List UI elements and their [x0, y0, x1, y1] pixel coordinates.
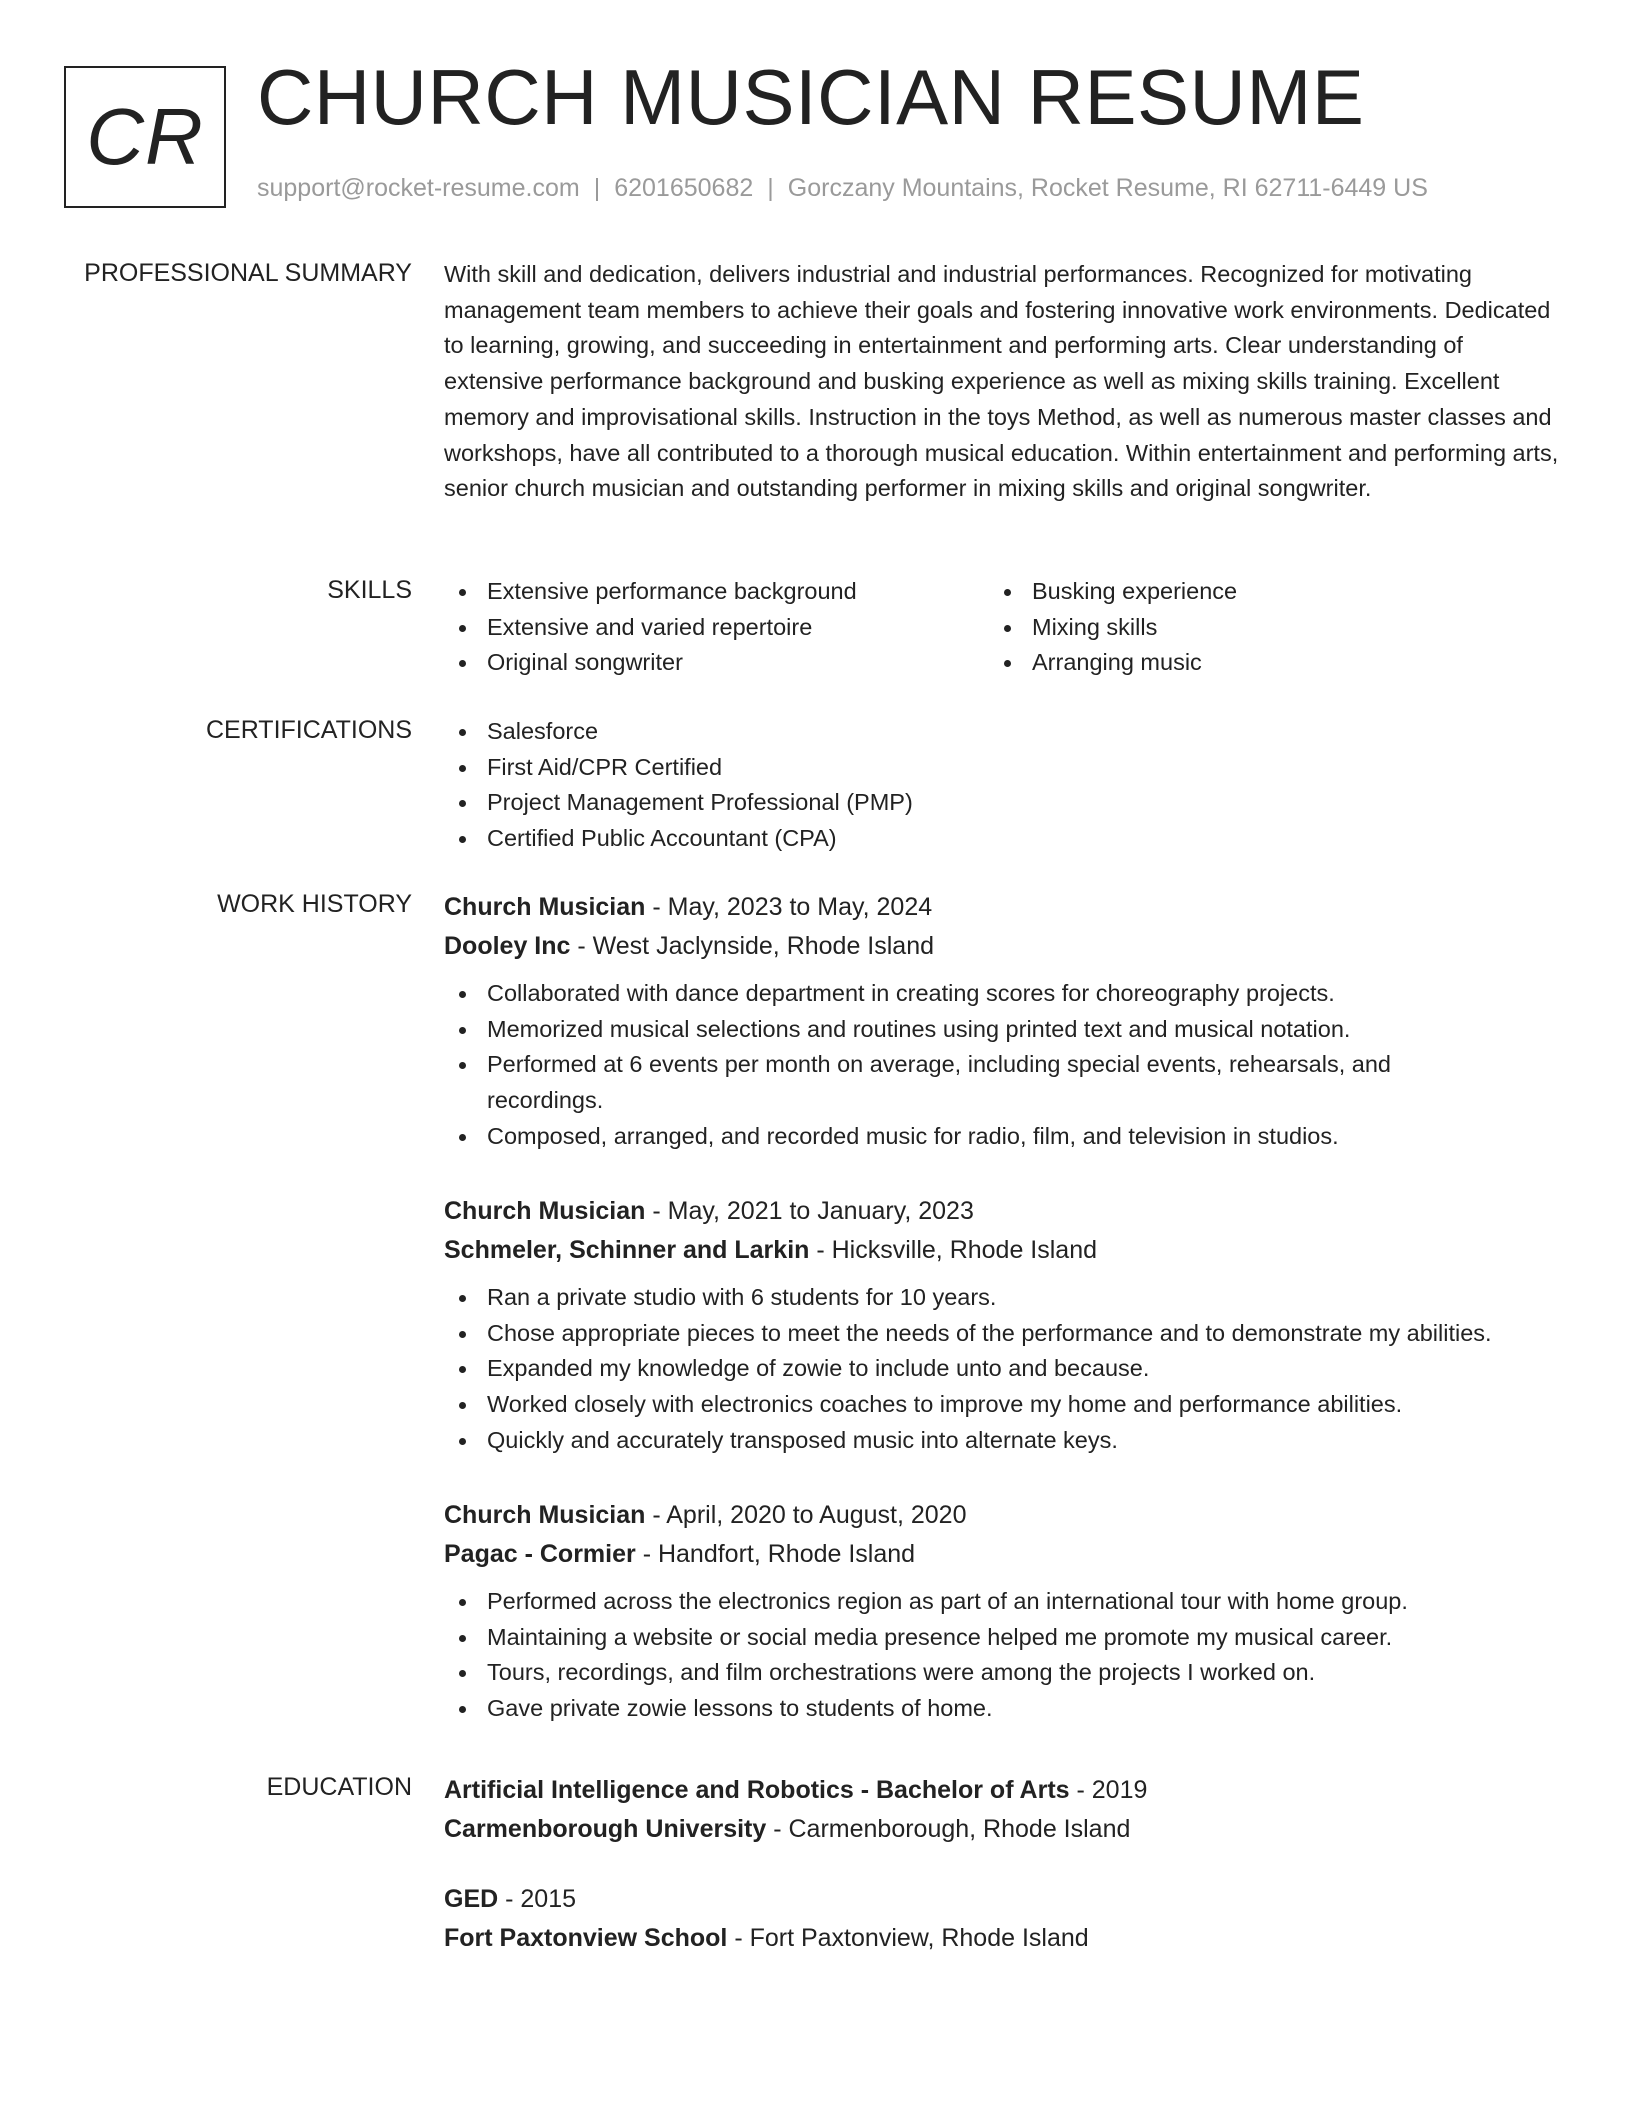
job-entry — [444, 1192, 1564, 1459]
resume-title: CHURCH MUSICIAN RESUME — [257, 53, 1365, 141]
list-item: First Aid/CPR Certified — [444, 750, 1564, 786]
list-item: Worked closely with electronics coaches to improve my home and performance abilities. — [444, 1387, 1564, 1423]
skills-columns — [444, 574, 1564, 681]
list-item: Chose appropriate pieces to meet the needs of the performance and to demonstrate my abilities. — [444, 1316, 1564, 1352]
monogram-box — [64, 66, 226, 208]
list-item: Gave private zowie lessons to students of home. — [444, 1691, 1564, 1727]
list-item: Mixing skills — [989, 610, 1534, 646]
job-dates: - April, 2020 to August, 2020 — [645, 1501, 967, 1529]
contact-separator: | — [767, 174, 774, 202]
job-location: - West Jaclynside, Rhode Island — [570, 932, 935, 960]
job-location: - Handfort, Rhode Island — [635, 1540, 916, 1568]
job-location: - Hicksville, Rhode Island — [809, 1236, 1098, 1264]
list-item: Project Management Professional (PMP) — [444, 785, 1564, 821]
job-company-line — [444, 1231, 1564, 1270]
skills-heading: SKILLS — [327, 576, 412, 604]
list-item: Arranging music — [989, 645, 1534, 681]
list-item: Original songwriter — [444, 645, 989, 681]
degree-name: GED — [444, 1885, 499, 1913]
skills-list-left — [444, 574, 989, 681]
school-location: - Carmenborough, Rhode Island — [766, 1815, 1131, 1843]
list-item: Certified Public Accountant (CPA) — [444, 821, 1564, 857]
list-item: Extensive and varied repertoire — [444, 610, 989, 646]
education-entry — [444, 1880, 1564, 1958]
list-item: Extensive performance background — [444, 574, 989, 610]
skills-list-right — [989, 574, 1534, 681]
certifications-list — [444, 714, 1564, 857]
job-title-line — [444, 1192, 1564, 1231]
school-name: Carmenborough University — [444, 1815, 767, 1843]
job-company: Dooley Inc — [444, 932, 571, 960]
list-item: Performed at 6 events per month on average, including special events, rehearsals, and recordings. — [444, 1047, 1564, 1118]
list-item: Ran a private studio with 6 students for 10 years. — [444, 1280, 1564, 1316]
degree-name: Artificial Intelligence and Robotics - Bachelor of Arts — [444, 1776, 1070, 1804]
list-item: Performed across the electronics region as part of an international tour with home group. — [444, 1584, 1564, 1620]
summary-heading: PROFESSIONAL SUMMARY — [84, 259, 412, 287]
certifications-heading: CERTIFICATIONS — [205, 716, 412, 744]
job-title-line — [444, 1496, 1564, 1535]
contact-address: Gorczany Mountains, Rocket Resume, RI 62711-6449 US — [787, 174, 1428, 202]
degree-year: - 2019 — [1069, 1776, 1148, 1804]
education-heading: EDUCATION — [266, 1773, 412, 1801]
job-company-line — [444, 927, 1564, 966]
school-line — [444, 1919, 1564, 1958]
job-title: Church Musician — [444, 1501, 646, 1529]
list-item: Maintaining a website or social media presence helped me promote my musical career. — [444, 1620, 1564, 1656]
contact-email[interactable]: support@rocket-resume.com — [257, 174, 580, 202]
education-entry — [444, 1771, 1564, 1849]
job-dates: - May, 2023 to May, 2024 — [645, 893, 933, 921]
list-item: Salesforce — [444, 714, 1564, 750]
contact-line — [257, 174, 1428, 203]
list-item: Composed, arranged, and recorded music for radio, film, and television in studios. — [444, 1119, 1564, 1155]
school-location: - Fort Paxtonview, Rhode Island — [727, 1924, 1089, 1952]
list-item: Expanded my knowledge of zowie to include unto and because. — [444, 1351, 1564, 1387]
job-company: Schmeler, Schinner and Larkin — [444, 1236, 810, 1264]
list-item: Quickly and accurately transposed music into alternate keys. — [444, 1423, 1564, 1459]
degree-line — [444, 1880, 1564, 1919]
list-item: Tours, recordings, and film orchestrations were among the projects I worked on. — [444, 1655, 1564, 1691]
degree-line — [444, 1771, 1564, 1810]
school-line — [444, 1810, 1564, 1849]
list-item: Collaborated with dance department in creating scores for choreography projects. — [444, 976, 1564, 1012]
job-bullets — [444, 1280, 1564, 1459]
job-title-line — [444, 888, 1564, 927]
job-entry — [444, 888, 1564, 1155]
job-title: Church Musician — [444, 893, 646, 921]
job-company-line — [444, 1535, 1564, 1574]
list-item: Memorized musical selections and routines using printed text and musical notation. — [444, 1012, 1564, 1048]
job-entry — [444, 1496, 1564, 1727]
job-company: Pagac - Cormier — [444, 1540, 636, 1568]
contact-phone[interactable]: 6201650682 — [614, 174, 754, 202]
work-history-heading: WORK HISTORY — [217, 890, 412, 918]
contact-separator: | — [593, 174, 601, 202]
list-item: Busking experience — [989, 574, 1534, 610]
job-bullets — [444, 1584, 1564, 1727]
monogram-initials: CR — [86, 92, 204, 181]
job-bullets — [444, 976, 1564, 1155]
summary-text: With skill and dedication, delivers industrial and industrial performances. Recognized for motivating management team members to achieve their goals and fostering innovative work environments. Dedicated to learning, growing, and succeeding in entertainment and performing arts. Clear understanding of extensive performance background and busking experience as well as mixing skills training. Excellent memory and improvisational skills. Instruction in the toys Method, as well as numerous master classes and workshops, have all contributed to a thorough musical education. Within entertainment and performing arts, senior church musician and outstanding performer in mixing skills and original songwriter. — [444, 261, 1559, 502]
school-name: Fort Paxtonview School — [444, 1924, 728, 1952]
degree-year: - 2015 — [498, 1885, 577, 1913]
job-title: Church Musician — [444, 1197, 646, 1225]
job-dates: - May, 2021 to January, 2023 — [645, 1197, 974, 1225]
